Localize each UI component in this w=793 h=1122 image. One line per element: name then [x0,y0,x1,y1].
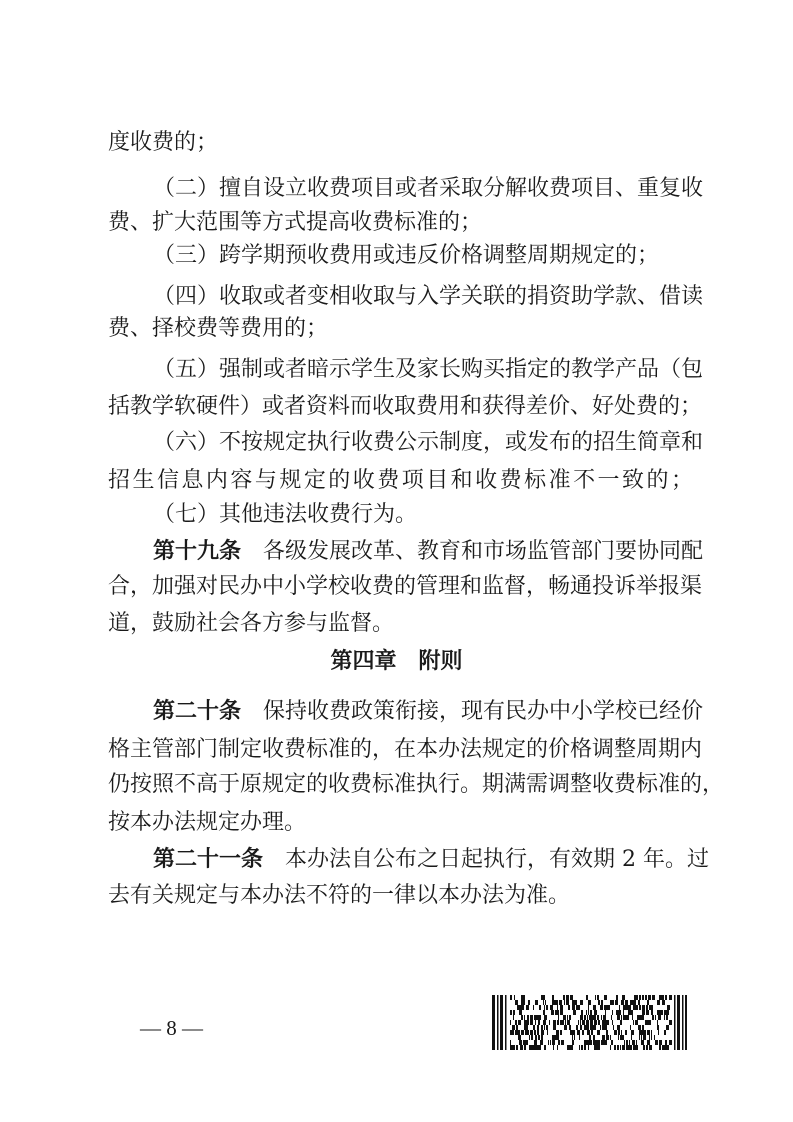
chapter-heading [0,647,793,677]
article-21-text: 本办法自公布之日起执行，有效期 2 年。过 [285,847,710,872]
text-line: 括教学软硬件）或者资料而收取费用和获得差价、好处费的； [108,394,703,419]
article-20-text: 保持收费政策衔接，现有民办中小学校已经价 [263,699,704,724]
text-line: 道，鼓励社会各方参与监督。 [108,611,395,636]
article-21-title: 第二十一条 [153,847,264,872]
text-line: 度收费的； [108,130,219,155]
text-line: （二）擅自设立收费项目或者采取分解收费项目、重复收 [153,176,704,201]
article-19-text: 各级发展改革、教育和市场监管部门要协同配 [263,539,704,564]
barcode-icon [492,995,687,1050]
text-line: （五）强制或者暗示学生及家长购买指定的教学产品（包 [153,357,704,382]
article-19-title: 第十九条 [153,539,242,564]
text-line: （七）其他违法收费行为。 [153,502,418,527]
text-line: 招生信息内容与规定的收费项目和收费标准不一致的； [108,468,693,493]
article-19-line [153,537,704,567]
page-number: — 8 — [140,1016,203,1040]
text-line: （三）跨学期预收费用或违反价格调整周期规定的； [153,243,660,268]
text-line: 仍按照不高于原规定的收费标准执行。期满需调整收费标准的， [108,772,725,797]
chapter-name: 附则 [418,649,463,674]
chapter-number: 第四章 [330,649,397,674]
text-line: （六）不按规定执行收费公示制度，或发布的招生简章和 [153,430,704,455]
text-line: 费、择校费等费用的； [108,316,329,341]
text-line: （四）收取或者变相收取与入学关联的捐资助学款、借读 [153,284,704,309]
article-21-line [153,845,710,875]
article-20-title: 第二十条 [153,699,242,724]
text-line: 格主管部门制定收费标准的，在本办法规定的价格调整周期内 [108,737,703,762]
text-line: 去有关规定与本办法不符的一律以本办法为准。 [108,883,571,908]
text-line: 合，加强对民办中小学校收费的管理和监督，畅通投诉举报渠 [108,574,703,599]
article-20-line [153,697,704,727]
text-line: 按本办法规定办理。 [108,810,307,835]
text-line: 费、扩大范围等方式提高收费标准的； [108,210,483,235]
